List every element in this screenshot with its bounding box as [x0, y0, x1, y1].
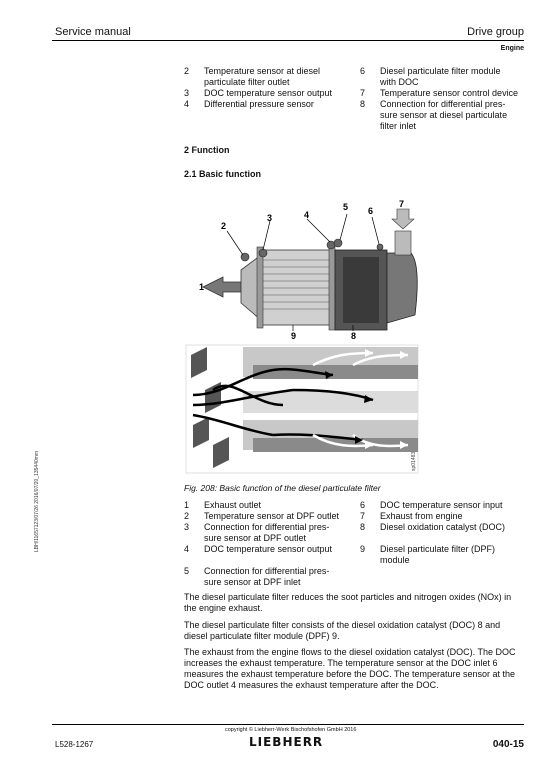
legend-item: 7 Temperature sensor control device — [360, 88, 519, 98]
callout-9: 9 — [291, 331, 297, 341]
dpf-figure — [183, 195, 523, 475]
paragraph: The diesel particulate filter consists of the diesel oxidation catalyst (DOC) 8 and diesel particulate filter module (DPF) 9. — [184, 620, 501, 641]
header-rule — [52, 40, 524, 41]
callout-7: 7 — [399, 199, 405, 209]
legend-item: 7 Exhaust from engine — [360, 511, 463, 521]
legend-item: 3 Connection for differential pres-sure sensor at DPF outlet — [184, 522, 330, 543]
legend-item: 4 DOC temperature sensor output — [184, 544, 333, 554]
subsection-heading: 2.1 Basic function — [184, 169, 262, 179]
legend-item: 8 Connection for differential pres-sure sensor at diesel particulate filter inlet — [360, 99, 508, 131]
header-subsection: Engine — [500, 45, 524, 52]
callout-4: 4 — [304, 210, 310, 220]
callout-1: 1 — [199, 282, 205, 292]
legend-item: 2 Temperature sensor at DPF outlet — [184, 511, 340, 521]
liebherr-logo: LIEBHERR — [249, 735, 324, 749]
copyright: copyright © Liebherr-Werk Bischofshofen GmbH 2016 — [225, 727, 357, 733]
legend-item: 6 Diesel particulate filter module with DOC — [360, 66, 501, 87]
figure-caption: Fig. 208: Basic function of the diesel particulate filter — [184, 483, 381, 493]
legend-item: 4 Differential pressure sensor — [184, 99, 314, 109]
document-id: L528-1267 — [55, 740, 94, 749]
footer-rule — [52, 724, 524, 725]
callout-6: 6 — [368, 206, 374, 216]
flow-detail-drawing — [186, 345, 418, 473]
legend-item: 9 Diesel particulate filter (DPF) module — [360, 544, 496, 565]
callout-3: 3 — [267, 213, 273, 223]
legend-item: 2 Temperature sensor at diesel particulate filter outlet — [184, 66, 321, 87]
callout-5: 5 — [343, 202, 349, 212]
dpf-assembly-drawing — [199, 199, 417, 341]
paragraph: The exhaust from the engine flows to the diesel oxidation catalyst (DOC). The DOC increases the exhaust temperature. The temperature sensor at the DOC inlet 6 measures the exhaust temperature before the DOC. The temperature sensor at the DOC outlet 4 measures the exhaust temperature after the DOC. — [184, 647, 516, 690]
legend-item: 3 DOC temperature sensor output — [184, 88, 333, 98]
header-title: Service manual — [55, 26, 131, 38]
side-margin-code: LBH/11657123/07/26 2016/07/20_135440mm — [34, 450, 40, 552]
callout-8: 8 — [351, 331, 357, 341]
legend-item: 8 Diesel oxidation catalyst (DOC) — [360, 522, 506, 532]
legend-item: 6 DOC temperature sensor input — [360, 500, 503, 510]
paragraph: The diesel particulate filter reduces the soot particles and nitrogen oxides (NOx) in the engine exhaust. — [184, 592, 512, 613]
header-section: Drive group — [467, 26, 524, 38]
legend-item: 1 Exhaust outlet — [184, 500, 262, 510]
callout-2: 2 — [221, 221, 227, 231]
section-heading: 2 Function — [184, 145, 230, 155]
figure-code: sp01483 — [411, 451, 417, 471]
legend-item: 5 Connection for differential pres-sure sensor at DPF inlet — [184, 566, 330, 587]
page-number: 040-15 — [492, 739, 524, 750]
